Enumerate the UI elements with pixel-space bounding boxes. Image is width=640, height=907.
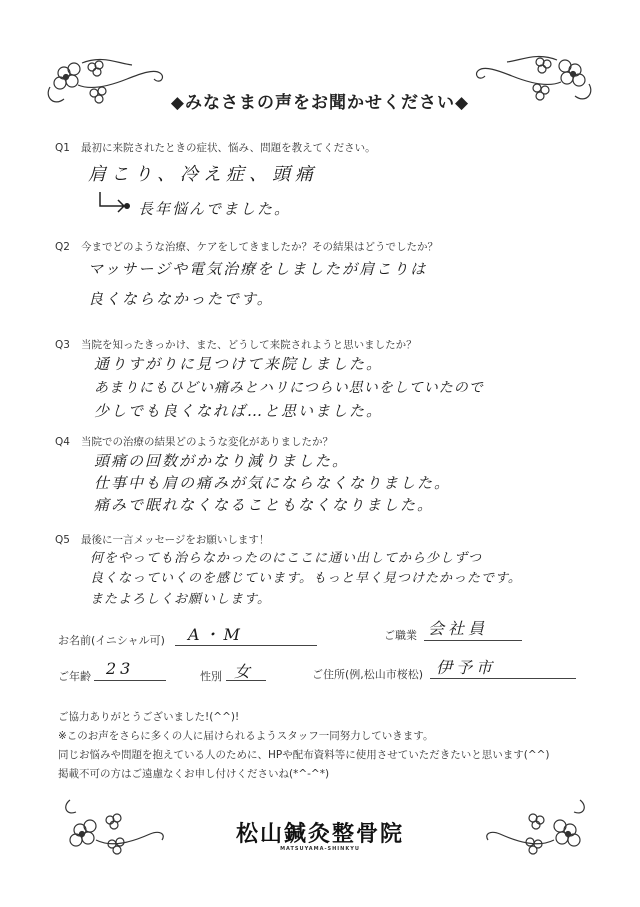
answer-5-line-3: またよろしくお願いします。 [90,592,271,607]
address-label: ご住所(例,松山市桜松) [312,668,424,681]
page-title: ◆みなさまの声をお聞かせください◆ [170,93,470,113]
answer-3-line-3: 少しでも良くなれば…と思いました。 [94,402,384,420]
question-number: Q3 [55,339,70,351]
name-label: お名前(イニシャル可) [58,634,165,647]
age-label: ご年齢 [58,670,91,683]
name-value: A・M [188,625,244,644]
question-number: Q4 [55,436,70,448]
answer-3-line-1: 通りすがりに見つけて来院しました。 [94,355,384,373]
answer-1-line-1: 肩こり、冷え症、頭痛 [88,164,318,185]
occupation-field[interactable] [424,640,522,641]
gender-label: 性別 [200,670,222,683]
answer-5-line-2: 良くなっていくのを感じています。もっと早く見つけたかったです。 [90,571,522,586]
occupation-label: ご職業 [384,629,417,642]
question-number: Q5 [55,534,70,546]
answer-2-line-2: 良くならなかったです。 [88,290,274,308]
question-text: 当院を知ったきっかけ、また、どうして来院されようと思いましたか？ [81,339,417,351]
occupation-value: 会社員 [428,619,489,638]
question-text: 今までどのような治療、ケアをしてきましたか？その結果はどうでしたか？ [81,241,438,253]
name-field[interactable] [175,645,317,646]
clinic-logo: 松山鍼灸整骨院 [235,822,404,847]
usage-note: 同じお悩みや問題を抱えている人のために、HPや配布資料等に使用させていただきたいと思います(^^) [58,749,550,761]
thanks-note: ご協力ありがとうございました!(^^)! [58,711,240,723]
answer-3-line-2: あまりにもひどい痛みとハリにつらい思いをしていたので [94,380,484,396]
answer-4-line-3: 痛みで眠れなくなることもなくなりました。 [94,496,435,514]
gender-value: 女 [234,662,255,681]
question-2 [55,239,438,254]
question-text: 最後に一言メッセージをお願いします！ [81,534,270,546]
question-1 [55,140,376,155]
question-4 [55,434,333,449]
question-5 [55,532,269,547]
staff-note: ※このお声をさらに多くの人に届けられるようスタッフ一同努力していきます。 [58,730,434,742]
age-value: 23 [106,659,135,678]
address-value: 伊予市 [436,658,497,677]
question-3 [55,337,417,352]
answer-2-line-1: マッサージや電気治療をしましたが肩こりは [88,260,428,278]
address-field[interactable] [430,678,576,679]
answer-1-line-2: 長年悩んでました。 [138,200,292,218]
question-number: Q1 [55,142,70,154]
clinic-logo-sub: MATSUYAMA-SHINKYU [280,846,360,852]
answer-5-line-1: 何をやっても治らなかったのにここに通い出してから少しずつ [90,551,483,566]
answer-4-line-1: 頭痛の回数がかなり減りました。 [94,452,350,470]
age-field[interactable] [94,680,166,681]
question-text: 当院での治療の結果どのような変化がありましたか？ [81,436,333,448]
question-text: 最初に来院されたときの症状、悩み、問題を教えてください。 [81,142,376,154]
answer-4-line-2: 仕事中も肩の痛みが気にならなくなりました。 [94,474,452,492]
arrow-icon [96,190,130,216]
question-number: Q2 [55,241,70,253]
opt-out-note: 掲載不可の方はご遠慮なくお申し付けくださいね(*^-^*) [58,768,330,780]
